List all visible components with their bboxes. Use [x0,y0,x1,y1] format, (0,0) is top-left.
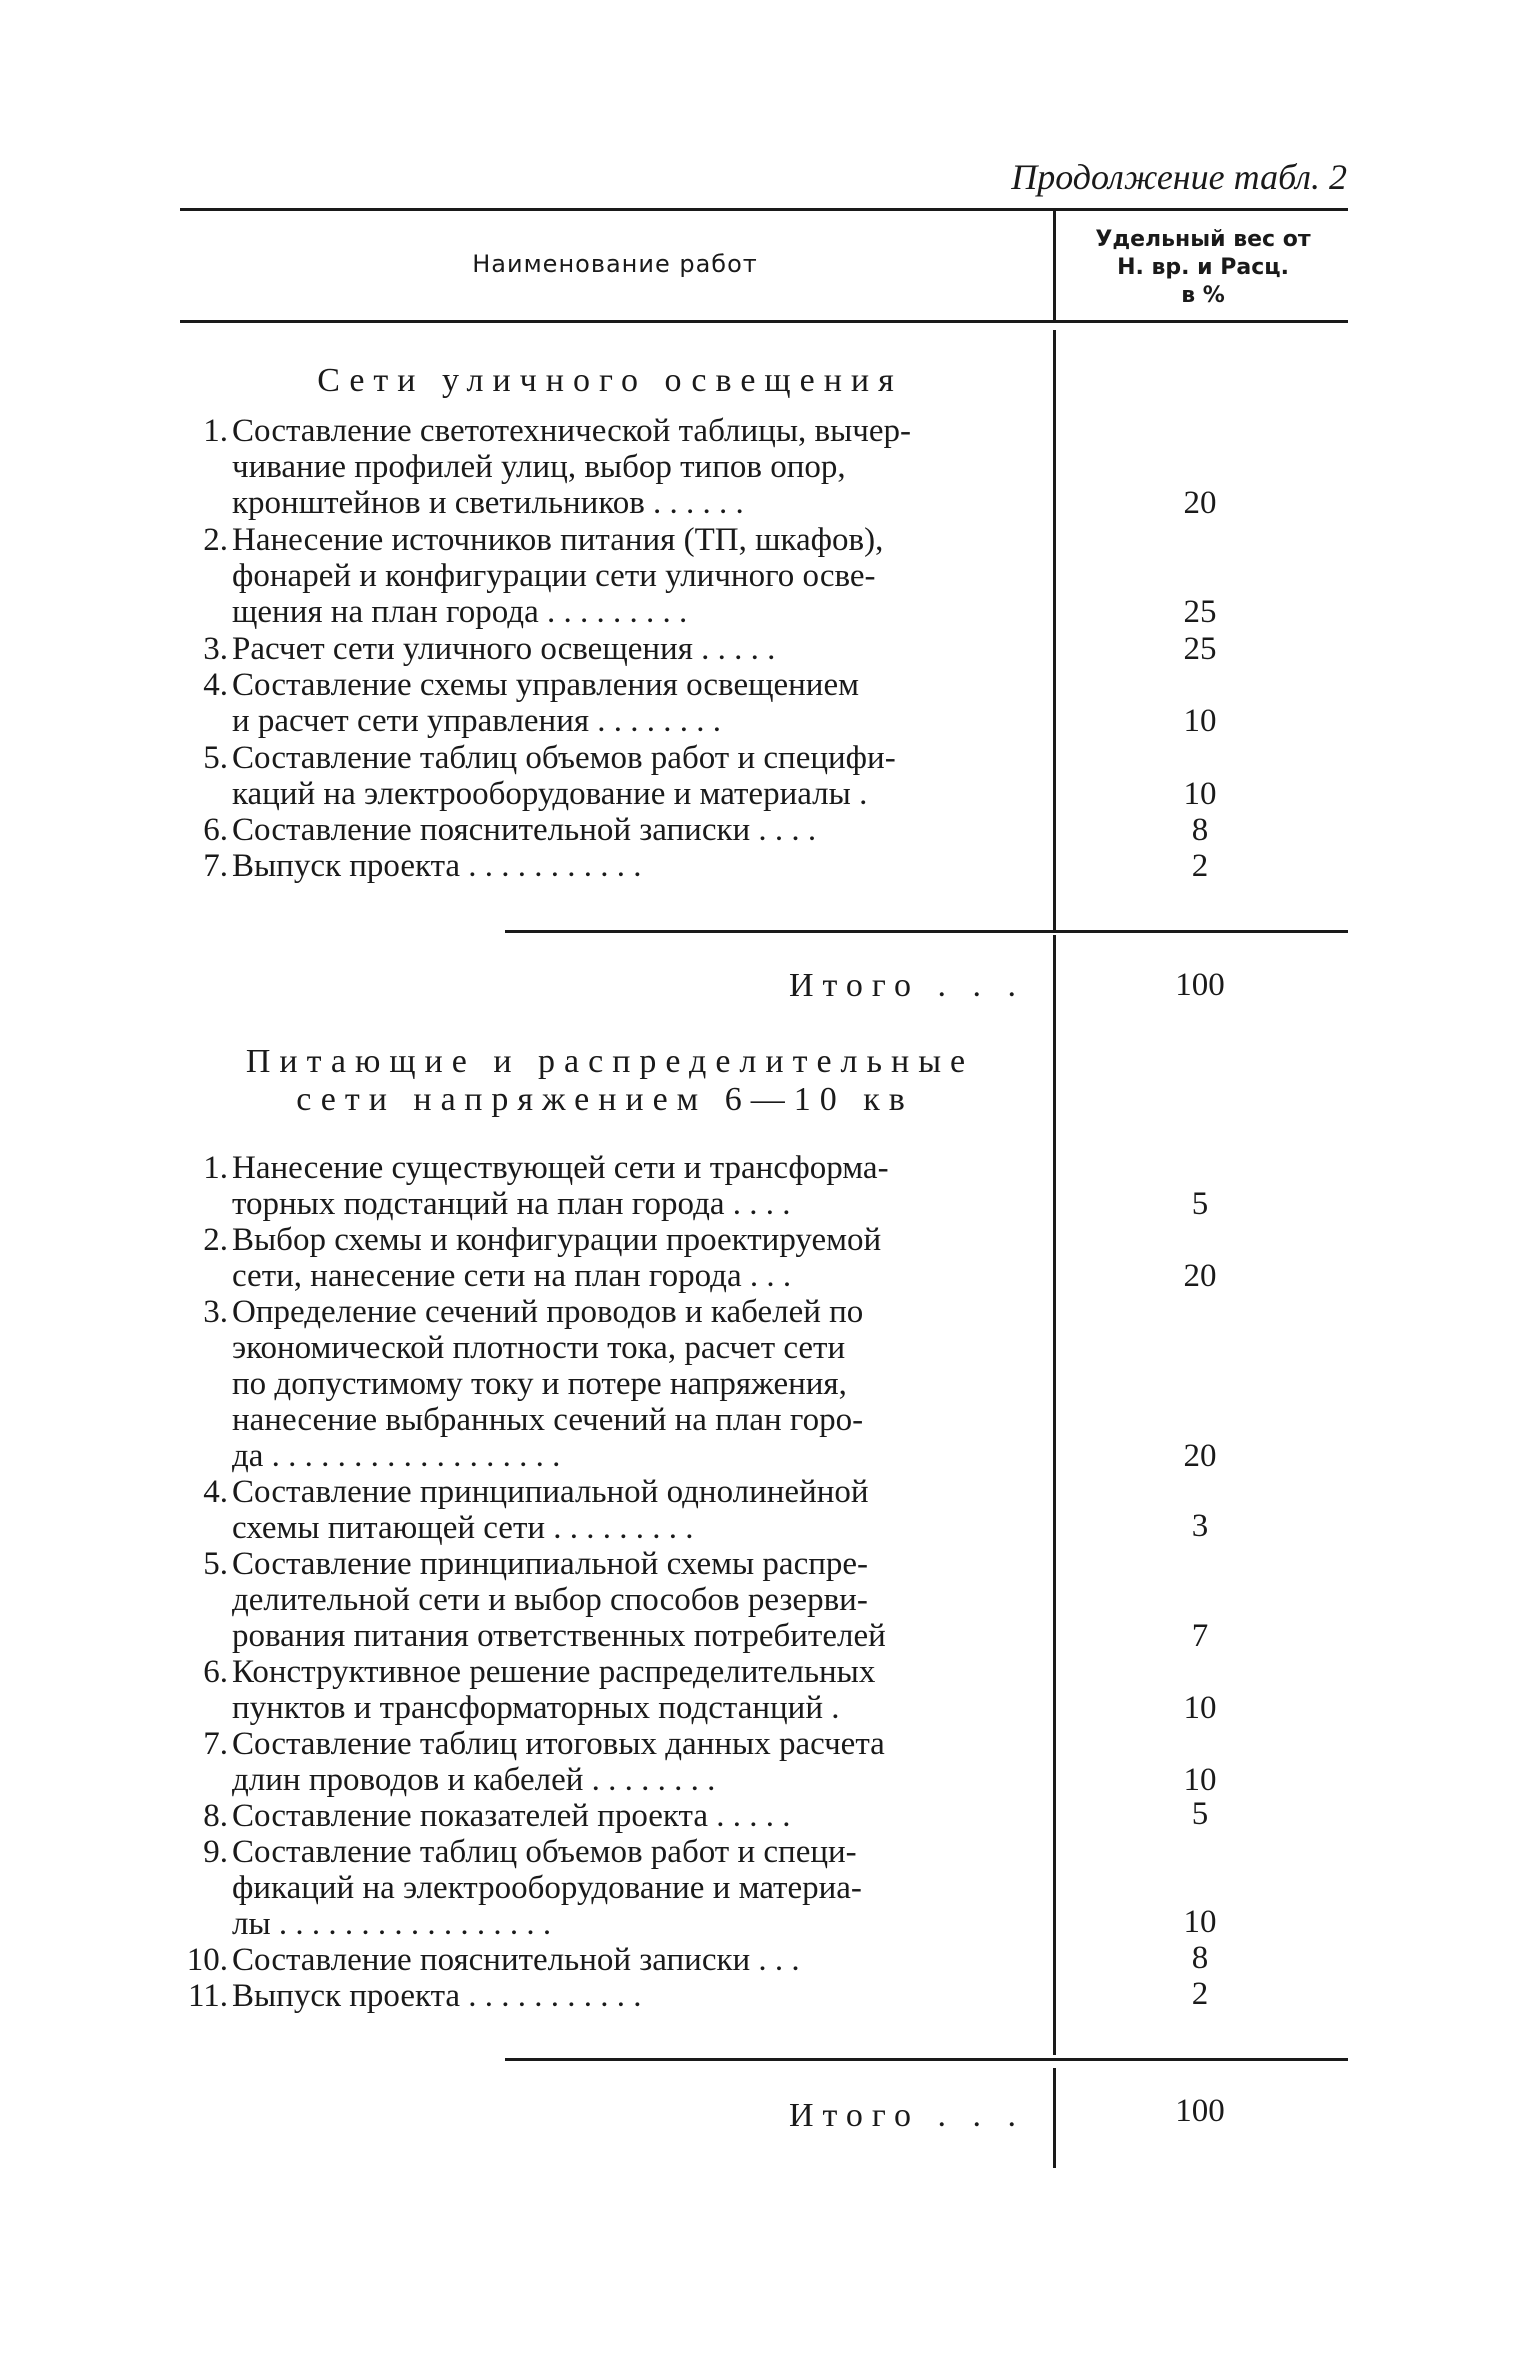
item-number: 2. [203,1222,228,1258]
item-line: делительной сети и выбор способов резерви- [232,1582,868,1618]
total2-label: Итого . . . [788,2097,1025,2134]
item-text [232,413,1030,521]
item-text [232,1546,1030,1654]
item-value: 10 [1183,703,1217,739]
item-number: 1. [203,1150,228,1186]
item-text [232,1834,1030,1942]
item-line: Составление показателей проекта . . . . . [232,1798,791,1834]
item-value: 20 [1183,1438,1217,1474]
item-text [232,1222,1030,1294]
column-divider-total2 [1053,2068,1056,2168]
item-line: Выпуск проекта . . . . . . . . . . . [232,1978,642,2014]
item-line: схемы питающей сети . . . . . . . . . [232,1510,694,1546]
item-text [232,1150,1030,1222]
item-line: Расчет сети уличного освещения . . . . . [232,631,776,667]
item-text [232,740,1030,812]
item-value: 8 [1191,1940,1209,1976]
item-line: длин проводов и кабелей . . . . . . . . [232,1762,716,1798]
item-line: каций на электрооборудование и материалы . [232,776,868,812]
item-line: Составление принципиальной однолинейной [232,1474,869,1510]
total1-value: 100 [1175,967,1225,1003]
item-number: 11. [187,1978,228,2014]
header-top-rule [180,208,1348,211]
item-line: фикаций на электрооборудование и материа- [232,1870,862,1906]
item-number: 2. [203,522,228,558]
item-line: Составление схемы управления освещением [232,667,859,703]
item-text [232,1978,1030,2014]
item-number: 10. [186,1942,228,1978]
item-value: 5 [1191,1186,1209,1222]
item-number: 7. [203,1726,228,1762]
column-divider-total1 [1053,935,1056,1010]
total1-label: Итого . . . [788,967,1025,1004]
total2-value: 100 [1175,2093,1225,2129]
item-line: лы . . . . . . . . . . . . . . . . . [232,1906,552,1942]
section1-title: Сети уличного освещения [317,362,903,399]
item-line: сети, нанесение сети на план города . . . [232,1258,792,1294]
item-number: 5. [203,740,228,776]
item-value: 10 [1183,1690,1217,1726]
item-line: нанесение выбранных сечений на план горо- [232,1402,864,1438]
item-line: да . . . . . . . . . . . . . . . . . . [232,1438,561,1474]
item-line: по допустимому току и потере напряжения, [232,1366,847,1402]
item-line: пунктов и трансформаторных подстанций . [232,1690,840,1726]
section2-title-line1: Питающие и распределительные [245,1043,975,1080]
column-divider-section2 [1053,1010,1056,2055]
item-text [232,1798,1030,1834]
item-line: щения на план города . . . . . . . . . [232,594,688,630]
section2-title-line2: сети напряжением 6—10 кв [296,1081,914,1118]
item-number: 8. [203,1798,228,1834]
item-value: 20 [1183,1258,1217,1294]
item-value: 2 [1191,1976,1209,2012]
total2-rule [505,2058,1348,2061]
item-line: Составление пояснительной записки . . . [232,1942,800,1978]
item-value: 3 [1191,1508,1209,1544]
item-value: 2 [1191,848,1209,884]
item-line: Составление принципиальной схемы распре- [232,1546,869,1582]
item-line: Конструктивное решение распределительных [232,1654,876,1690]
item-line: и расчет сети управления . . . . . . . . [232,703,722,739]
item-line: кронштейнов и светильников . . . . . . [232,485,744,521]
item-value: 7 [1191,1618,1209,1654]
item-value: 8 [1191,812,1209,848]
item-number: 4. [203,667,228,703]
item-text [232,812,1030,848]
item-line: Составление таблиц объемов работ и специфи- [232,740,896,776]
item-number: 1. [203,413,228,449]
item-value: 5 [1191,1796,1209,1832]
item-number: 5. [203,1546,228,1582]
item-value: 25 [1183,594,1217,630]
item-number: 7. [203,848,228,884]
total1-rule [505,930,1348,933]
item-text [232,1654,1030,1726]
item-line: Выбор схемы и конфигурации проектируемой [232,1222,882,1258]
item-number: 4. [203,1474,228,1510]
item-text [232,522,1030,630]
column-divider-header [1053,210,1056,320]
item-text [232,667,1030,739]
item-line: Составление таблиц итоговых данных расчета [232,1726,885,1762]
item-number: 6. [203,812,228,848]
item-text [232,1294,1030,1474]
item-text [232,1726,1030,1798]
item-value: 10 [1183,1762,1217,1798]
item-line: фонарей и конфигурации сети уличного осве- [232,558,876,594]
item-text [232,1474,1030,1546]
section2-title [170,1043,1050,1119]
item-value: 20 [1183,485,1217,521]
item-line: рования питания ответственных потребителей [232,1618,886,1654]
item-line: экономической плотности тока, расчет сети [232,1330,846,1366]
item-number: 9. [203,1834,228,1870]
item-number: 6. [203,1654,228,1690]
header-weight-line3: в % [1181,283,1225,308]
item-number: 3. [203,631,228,667]
header-work-name: Наименование работ [472,250,758,278]
item-value: 25 [1183,631,1217,667]
item-line: чивание профилей улиц, выбор типов опор, [232,449,846,485]
header-bottom-rule [180,320,1348,323]
column-divider-section1 [1053,330,1056,930]
item-text [232,1942,1030,1978]
item-value: 10 [1183,1904,1217,1940]
header-weight-line2: Н. вр. и Расц. [1117,255,1289,280]
header-weight-line1: Удельный вес от [1095,227,1311,252]
item-line: Нанесение существующей сети и трансформа- [232,1150,889,1186]
item-value: 10 [1183,776,1217,812]
item-line: Составление светотехнической таблицы, вычер- [232,413,911,449]
item-line: Нанесение источников питания (ТП, шкафов), [232,522,884,558]
item-line: Составление таблиц объемов работ и специ- [232,1834,857,1870]
item-text [232,848,1030,884]
item-line: Составление пояснительной записки . . . . [232,812,817,848]
item-line: Определение сечений проводов и кабелей по [232,1294,864,1330]
header-weight [1058,226,1348,310]
item-line: Выпуск проекта . . . . . . . . . . . [232,848,642,884]
item-line: торных подстанций на план города . . . . [232,1186,791,1222]
item-text [232,631,1030,667]
item-number: 3. [203,1294,228,1330]
continuation-title: Продолжение табл. 2 [1011,157,1347,197]
